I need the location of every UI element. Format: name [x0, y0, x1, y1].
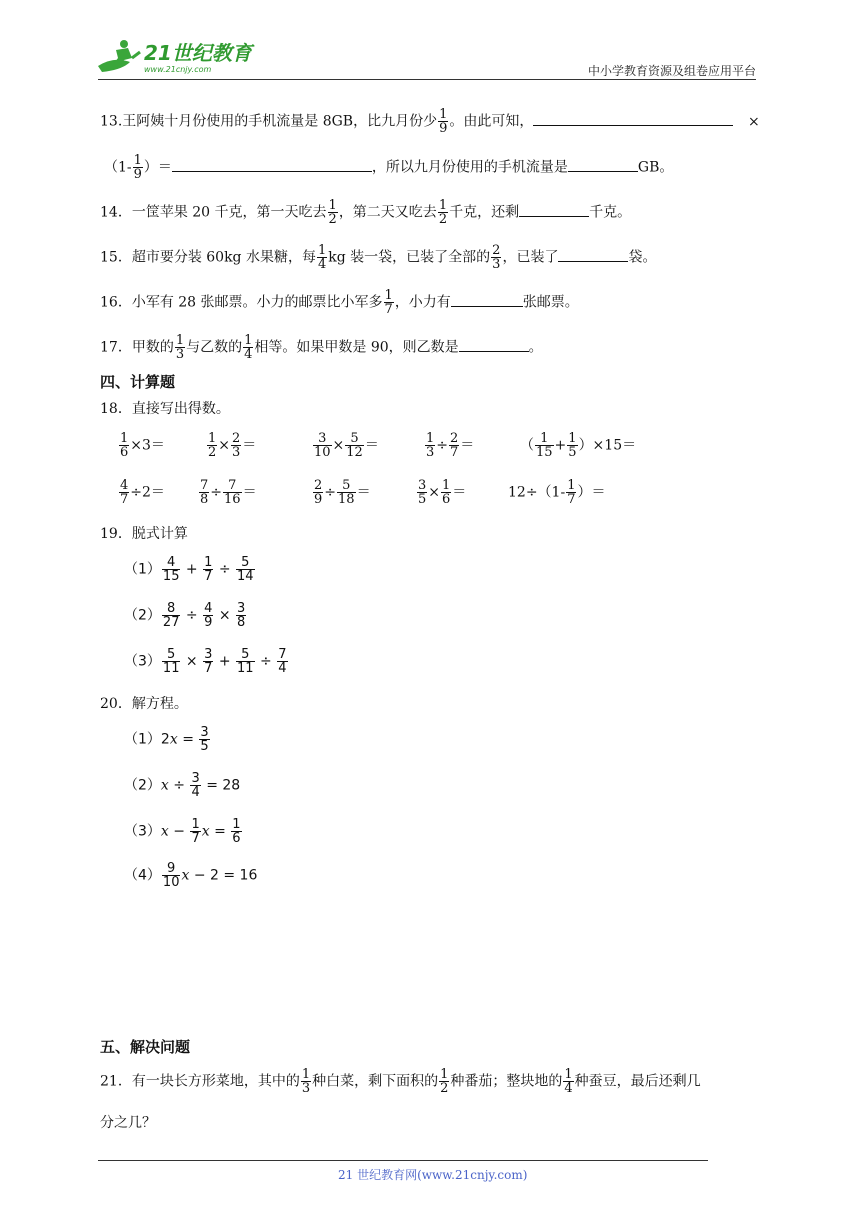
section-heading-problems: 五、解决问题 [100, 1038, 191, 1056]
q13-text-b: 。由此可知， [449, 113, 534, 130]
equation-3: （3）x − $\frac{1}{7}$ x = $\frac{1}{6}$ [124, 817, 241, 846]
answer-blank[interactable] [451, 292, 523, 307]
fraction: $\frac{1}{3}$ [175, 333, 185, 362]
calc-item: $\frac{2}{9}$ ÷ $\frac{5}{18}$ ＝ [314, 478, 371, 507]
answer-blank[interactable] [172, 157, 372, 172]
fraction: $\frac{1}{7}$ [384, 288, 393, 317]
calc-item: $\frac{7}{8}$ ÷ $\frac{7}{16}$ ＝ [200, 478, 257, 507]
calc-item: $\frac{3}{5}$ × $\frac{1}{6}$ ＝ [418, 478, 467, 507]
logo-url: www.21cnjy.com [144, 65, 212, 74]
answer-blank[interactable] [568, 157, 638, 172]
expression-1: （1） $\frac{4}{15}$ + $\frac{1}{7}$ ÷ $\frac{5}{14}$ [124, 555, 254, 584]
calc-item: $\frac{3}{10}$ × $\frac{5}{12}$ ＝ [314, 431, 379, 460]
answer-blank[interactable] [533, 111, 733, 126]
q13-text-a: 13.王阿姨十月份使用的手机流量是 8GB，比九月份少 [100, 113, 438, 130]
section-heading-calc: 四、计算题 [100, 373, 176, 391]
equation-4: （4） $\frac{9}{10}$ x − 2 = 16 [124, 861, 258, 890]
fraction: $\frac{1}{2}$ [438, 198, 448, 227]
calc-item: $\frac{1}{2}$ × $\frac{2}{3}$ ＝ [208, 431, 257, 460]
q13-times-sign: × [748, 114, 760, 130]
logo-text: 21世纪教育 [144, 41, 252, 65]
site-logo [94, 36, 264, 78]
fraction: $\frac{1}{3}$ [301, 1067, 311, 1096]
question-14: 14．一筐苹果 20 千克，第一天吃去 $\frac{1}{2}$ ，第二天又吃去 $\frac{1}{2}$ 千克，还剩 千克。 [100, 198, 632, 227]
fraction: $\frac{1}{2}$ [328, 198, 337, 227]
answer-blank[interactable] [459, 337, 529, 352]
question-20-title: 20．解方程。 [100, 696, 188, 712]
fraction: $\frac{1}{4}$ [317, 243, 327, 272]
answer-blank[interactable] [519, 202, 589, 217]
calc-item: $\frac{1}{3}$ ÷ $\frac{2}{7}$ ＝ [426, 431, 475, 460]
calc-item: （ $\frac{1}{15}$ + $\frac{1}{5}$ ）×15＝ [520, 431, 637, 460]
question-21-line-1: 21．有一块长方形菜地，其中的 $\frac{1}{3}$ 种白菜，剩下面积的 $\frac{1}{2}$ 种番茄；整块地的 $\frac{1}{4}$ 种蚕豆，最后还剩几 [100, 1067, 701, 1096]
fraction: $\frac{1}{9}$ [133, 153, 142, 182]
question-17: 17．甲数的 $\frac{1}{3}$ 与乙数的 $\frac{1}{4}$ 相等。如果甲数是 90，则乙数是 。 [100, 333, 543, 362]
calc-item: $\frac{4}{7}$ ÷2＝ [120, 478, 165, 507]
fraction: $\frac{1}{4}$ [564, 1067, 573, 1096]
fraction: $\frac{1}{4}$ [244, 333, 253, 362]
question-16: 16．小军有 28 张邮票。小力的邮票比小军多 $\frac{1}{7}$ ，小力有 张邮票。 [100, 288, 579, 317]
footer-link[interactable]: 21 世纪教育网(www.21cnjy.com) [338, 1168, 528, 1182]
question-18-title: 18．直接写出得数。 [100, 401, 230, 417]
calc-item: 12÷（1- $\frac{1}{7}$ ）＝ [508, 478, 606, 507]
fraction: $\frac{1}{2}$ [440, 1067, 449, 1096]
fraction: $\frac{1}{9}$ [439, 107, 448, 136]
calc-item: $\frac{1}{6}$ ×3＝ [120, 431, 165, 460]
question-21-line-2: 分之几？ [100, 1115, 156, 1131]
expression-2: （2） $\frac{8}{27}$ ÷ $\frac{4}{9}$ × $\frac{3}{8}$ [124, 601, 246, 630]
header-platform-text: 中小学教育资源及组卷应用平台 [587, 64, 756, 78]
equation-1: （1）2x = $\frac{3}{5}$ [124, 725, 209, 754]
answer-blank[interactable] [558, 247, 628, 262]
question-19-title: 19．脱式计算 [100, 526, 188, 542]
expression-3: （3） $\frac{5}{11}$ × $\frac{3}{7}$ + $\frac{5}{11}$ ÷ $\frac{7}{4}$ [124, 647, 287, 676]
fraction: $\frac{2}{3}$ [492, 243, 501, 272]
footer-divider [98, 1160, 708, 1161]
header-divider [98, 79, 756, 80]
question-13-line-1 [100, 108, 733, 135]
question-13-line-2: （1- $\frac{1}{9}$ ）＝ ，所以九月份使用的手机流量是 GB。 [104, 153, 674, 182]
question-15: 15．超市要分装 60kg 水果糖，每 $\frac{1}{4}$ kg 装一袋，已装了全部的 $\frac{2}{3}$ ，已装了 袋。 [100, 243, 657, 272]
equation-2: （2）x ÷ $\frac{3}{4}$ = 28 [124, 771, 241, 800]
runner-logo-icon [94, 36, 264, 78]
